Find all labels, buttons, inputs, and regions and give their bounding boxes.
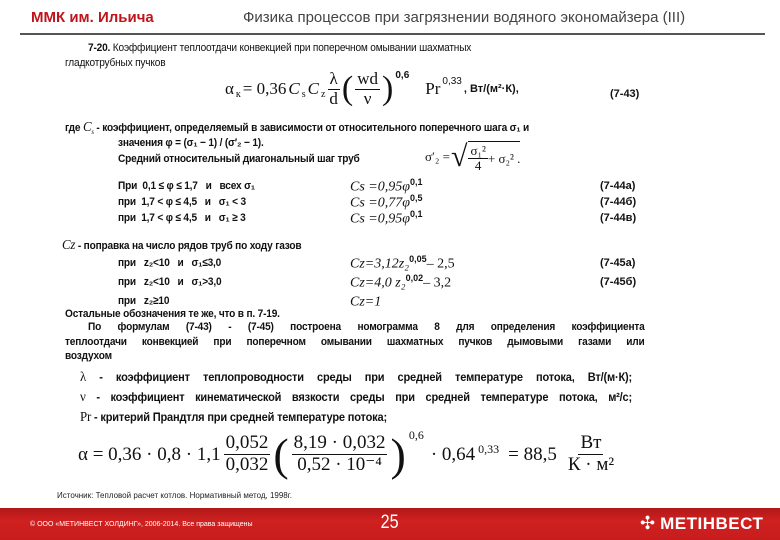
condition: При 0,1 ≤ φ ≤ 1,7 и всех σ₁ xyxy=(118,180,255,192)
cs: C xyxy=(288,79,300,99)
exp: 0,5 xyxy=(409,193,423,203)
cz-description xyxy=(62,238,301,254)
exp: 0,05 xyxy=(409,254,427,264)
definition-text: - коэффициент теплопроводности среды при средней температуре потока, Вт/(м·К); xyxy=(99,370,632,384)
formula: Cz=3,12z₂ xyxy=(350,256,410,272)
section-heading-cont: гладкотрубных пучков xyxy=(65,57,166,69)
mid: · 0,64 xyxy=(430,443,476,465)
prefix: где xyxy=(65,122,81,134)
alpha: α xyxy=(225,79,234,99)
cz-symbol: Cz xyxy=(62,238,76,253)
pr: Pr xyxy=(425,79,441,99)
section-number: 7-20. xyxy=(88,42,111,54)
logo-star-icon: ✣ xyxy=(640,513,656,533)
fraction xyxy=(292,433,388,476)
den: d xyxy=(329,88,338,108)
equation-ref: (7-45б) xyxy=(600,276,637,288)
nomo-line-1: По формулам (7-43) - (7-45) построена номограмма 8 для определения коэффициента xyxy=(88,321,645,333)
notes-rest: Остальные обозначения те же, что в п. 7-19. xyxy=(65,308,280,320)
nomo-line-3: воздухом xyxy=(65,350,112,362)
metinvest-logo xyxy=(640,513,763,534)
exp: 0,1 xyxy=(409,177,423,187)
exp: 0,6 xyxy=(408,428,424,442)
exp: 0,1 xyxy=(409,209,423,219)
num: 0,052 xyxy=(225,432,269,454)
equation-ref: (7-44а) xyxy=(600,180,636,192)
exp: 0,6 xyxy=(395,70,410,81)
lhs: α = 0,36 · 0,8 · 1,1 xyxy=(78,443,221,465)
condition: при z₂≥10 xyxy=(118,295,170,307)
copyright: © ООО «МЕТИНВЕСТ ХОЛДИНГ», 2006-2014. Все права защищены xyxy=(30,521,253,528)
condition: при 1,7 < φ ≤ 4,5 и σ₁ ≥ 3 xyxy=(118,212,246,224)
header-divider xyxy=(20,33,765,35)
fraction xyxy=(327,70,340,108)
tail: – 3,2 xyxy=(423,275,452,291)
sigma-formula xyxy=(425,140,520,174)
phi-definition: значения φ = (σ₁ − 1) / (σ′₂ − 1). xyxy=(118,137,264,149)
row-formula xyxy=(350,254,455,273)
lhs: σ′₂ = xyxy=(425,149,450,164)
formula-7-43 xyxy=(225,70,519,108)
cz-text: - поправка на число рядов труб по ходу газов xyxy=(77,240,302,252)
formula: Cs =0,95φ xyxy=(350,179,410,195)
definition-text: - коэффициент кинематической вязкости среды при средней температуре потока, м²/с; xyxy=(96,390,633,404)
symbol: λ xyxy=(80,370,87,385)
formula: Cz=1 xyxy=(350,294,382,310)
num: σ₁² xyxy=(470,142,486,158)
definition-item xyxy=(80,390,632,406)
den: К · м² xyxy=(567,454,615,475)
result: = 88,5 xyxy=(508,443,557,465)
row-formula xyxy=(350,292,381,311)
condition: при z₂<10 и σ₁≤3,0 xyxy=(118,257,222,269)
equation-ref: (7-45а) xyxy=(600,257,636,269)
den: 0,032 xyxy=(225,454,269,475)
nomo-line-2: теплоотдачи конвекцией при поперечном омывании шахматных пучков дымовыми газами или xyxy=(65,336,645,348)
num: λ xyxy=(329,69,338,88)
paren: ( xyxy=(341,70,354,108)
symbol: ν xyxy=(80,390,86,405)
brand-label: ММК им. Ильича xyxy=(31,9,154,26)
definition-item xyxy=(80,370,632,386)
page-number: 25 xyxy=(380,512,399,533)
formula: Cs =0,77φ xyxy=(350,195,410,211)
den: 0,52 · 10⁻⁴ xyxy=(297,454,382,475)
cz: C xyxy=(307,79,319,99)
tail: – 2,5 xyxy=(426,256,455,272)
slide-title: Физика процессов при загрязнении водяного экономайзера (III) xyxy=(243,9,686,26)
formula: Cs =0,95φ xyxy=(350,211,410,227)
den: 4 xyxy=(474,158,482,173)
logo-text: МЕТІНВЕСТ xyxy=(660,513,764,533)
fraction xyxy=(224,433,271,476)
paren: ( xyxy=(273,429,289,480)
diag-step-label: Средний относительный диагональный шаг труб xyxy=(118,153,360,165)
fraction xyxy=(355,70,380,108)
condition: при z₂<10 и σ₁>3,0 xyxy=(118,276,222,288)
calculation-formula xyxy=(78,428,616,481)
coef: = 0,36 xyxy=(242,79,287,99)
sub: s xyxy=(301,88,306,100)
cs-description xyxy=(65,120,529,136)
paren: ) xyxy=(390,429,406,480)
cs-symbol: C xyxy=(82,120,92,135)
condition: при 1,7 < φ ≤ 4,5 и σ₁ < 3 xyxy=(118,196,246,208)
paren: ) xyxy=(382,70,394,108)
source-note: Источник: Тепловой расчет котлов. Нормативный метод, 1998г. xyxy=(57,491,292,500)
units: , Вт/(м²·К), xyxy=(463,83,519,96)
section-heading xyxy=(88,42,640,54)
num: wd xyxy=(357,69,379,88)
sqrt-icon: √ xyxy=(450,140,468,173)
cs-text: - коэффициент, определяемый в зависимости от относительного поперечного шага σ₁ и xyxy=(96,122,530,134)
exp: 0,02 xyxy=(405,273,424,283)
formula: Cz=4,0 z₂ xyxy=(350,275,406,291)
definition-item xyxy=(80,410,448,426)
equation-ref: (7-44в) xyxy=(600,212,637,224)
fraction xyxy=(468,144,487,174)
symbol: Pr xyxy=(80,410,92,425)
row-formula xyxy=(350,273,451,292)
exp: 0,33 xyxy=(442,76,462,87)
num: 8,19 · 0,032 xyxy=(293,432,386,454)
sub: к xyxy=(235,88,241,100)
row-formula xyxy=(350,209,423,228)
section-heading-text: Коэффициент теплоотдачи конвекцией при поперечном омывании шахматных xyxy=(112,42,472,54)
units xyxy=(566,433,616,476)
exp: 0,33 xyxy=(478,442,500,456)
sub: s xyxy=(91,128,94,137)
rest: + σ₂² . xyxy=(487,150,521,166)
equation-ref: (7-44б) xyxy=(600,196,637,208)
den: ν xyxy=(363,88,372,108)
sub: z xyxy=(320,88,326,100)
definition-text: - критерий Прандтля при средней температуре потока; xyxy=(93,410,387,424)
num: Вт xyxy=(580,432,602,454)
ref-7-43: (7-43) xyxy=(610,88,640,100)
